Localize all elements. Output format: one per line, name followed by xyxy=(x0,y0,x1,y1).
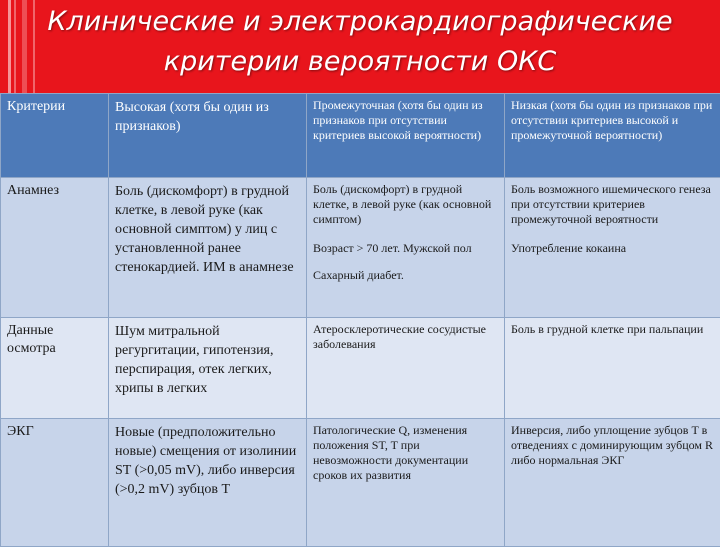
cell-text: Употребление кокаина xyxy=(511,241,714,256)
cell-intermediate-anamnesis xyxy=(307,178,505,318)
header-criteria: Критерии xyxy=(1,94,109,178)
row-label-ecg: ЭКГ xyxy=(1,419,109,547)
title-banner xyxy=(0,0,720,93)
table-row-ecg xyxy=(1,419,720,547)
cell-low-examination: Боль в грудной клетке при пальпации xyxy=(505,318,720,419)
table-row-anamnesis xyxy=(1,178,720,318)
cell-high-examination: Шум митральной регургитации, гипотензия, перспирация, отек легких, хрипы в легких xyxy=(109,318,307,419)
header-high-probability: Высокая (хотя бы один из признаков) xyxy=(109,94,307,178)
header-intermediate-probability: Промежуточная (хотя бы один из признаков при отсутствии критериев высокой вероятности) xyxy=(307,94,505,178)
cell-high-ecg: Новые (предположительно новые) смещения от изолинии ST (>0,05 mV), либо инверсия (>0,2 mV) зубцов T xyxy=(109,419,307,547)
cell-text: Боль возможного ишемического генеза при отсутствии критериев промежуточной вероятности xyxy=(511,182,711,226)
table-header-row xyxy=(1,94,720,178)
row-label-examination: Данные осмотра xyxy=(1,318,109,419)
cell-intermediate-ecg: Патологические Q, изменения положения ST, T при невозможности документации сроков их развития xyxy=(307,419,505,547)
header-low-probability: Низкая (хотя бы один из признаков при отсутствии критериев высокой и промежуточной вероятности) xyxy=(505,94,720,178)
cell-text: Возраст > 70 лет. Мужской пол xyxy=(313,241,498,256)
cell-intermediate-examination: Атеросклеротические сосудистые заболевания xyxy=(307,318,505,419)
slide-title xyxy=(0,2,720,82)
row-label-anamnesis: Анамнез xyxy=(1,178,109,318)
cell-text: Боль (дискомфорт) в грудной клетке, в левой руке (как основной симптом) xyxy=(313,182,491,226)
cell-high-anamnesis: Боль (дискомфорт) в грудной клетке, в левой руке (как основной симптом) у лиц с установленной ранее стенокардией. ИМ в анамнезе xyxy=(109,178,307,318)
criteria-table xyxy=(0,93,720,547)
table-row-examination xyxy=(1,318,720,419)
slide-title-line-2: критерии вероятности ОКС xyxy=(0,42,720,82)
cell-low-ecg: Инверсия, либо уплощение зубцов T в отведениях с доминирующим зубцом R либо нормальная ЭКГ xyxy=(505,419,720,547)
slide-title-line-1: Клинические и электрокардиографические xyxy=(0,2,720,42)
cell-text: Сахарный диабет. xyxy=(313,268,498,283)
cell-low-anamnesis xyxy=(505,178,720,318)
